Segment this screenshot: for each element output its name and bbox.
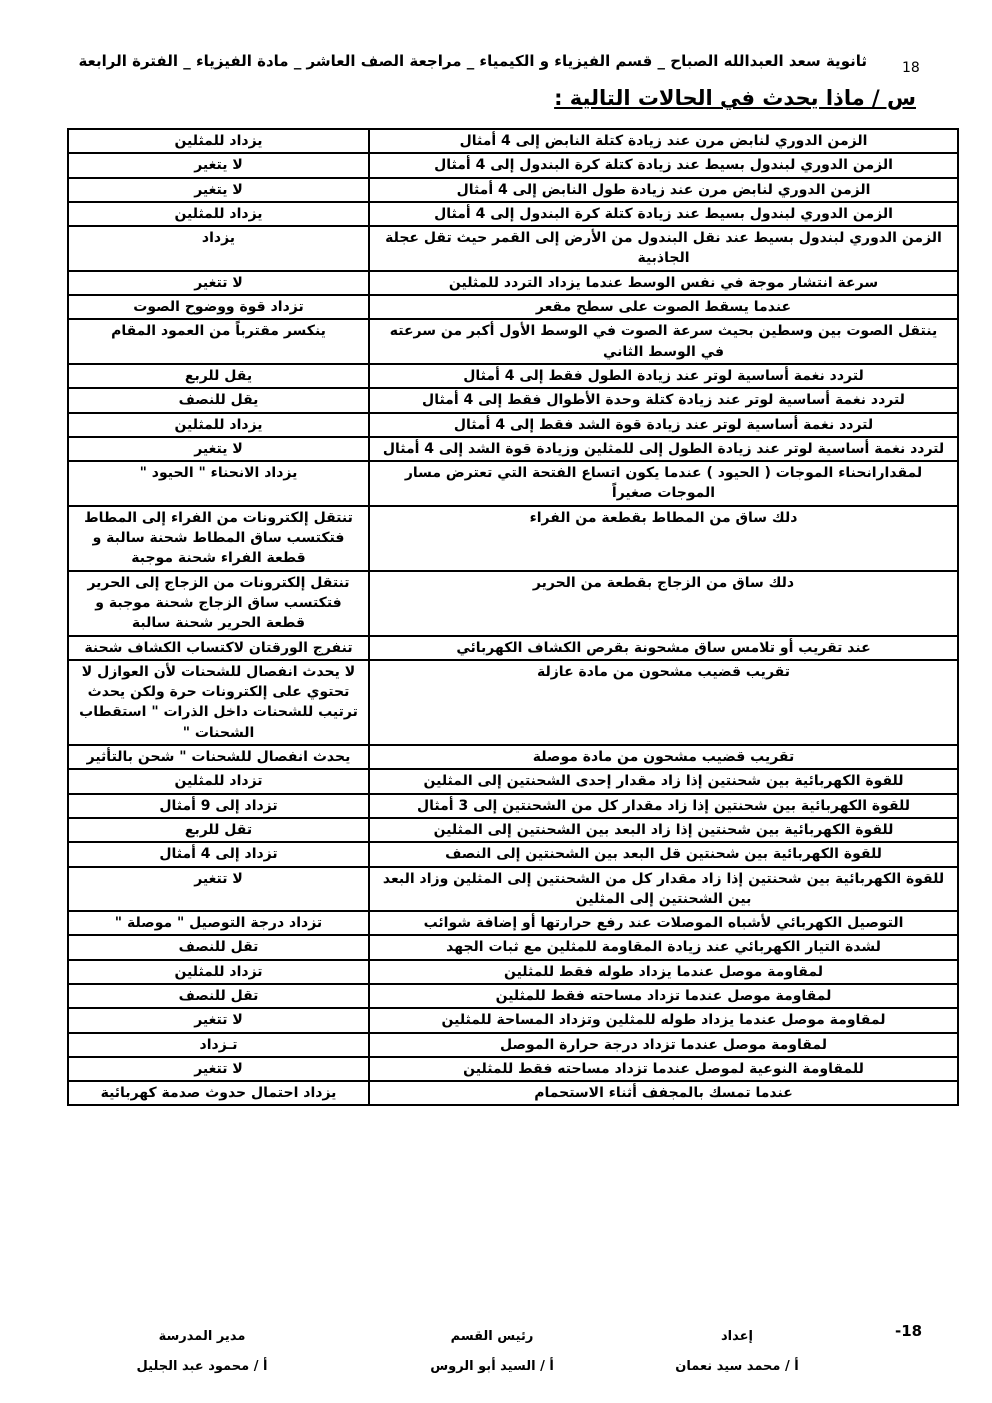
condition-cell: عندما تمسك بالمجفف أثناء الاستحمام: [369, 1081, 958, 1105]
table-row: [68, 319, 958, 364]
condition-cell: الزمن الدوري لبندول بسيط عند زيادة كتلة كرة البندول إلى 4 أمثال: [369, 202, 958, 226]
condition-cell: دلك ساق من الزجاج بقطعة من الحرير: [369, 571, 958, 636]
condition-cell: للقوة الكهربائية بين شحنتين إذا زاد مقدار كل من الشحنتين إلى المثلين وزاد البعد بين الشحنتين إلى المثلين: [369, 867, 958, 912]
table-row: [68, 1081, 958, 1105]
table-row: [68, 842, 958, 866]
result-cell: يزداد للمثلين: [68, 129, 369, 153]
table-row: [68, 960, 958, 984]
result-cell: لا يتغير: [68, 437, 369, 461]
condition-cell: لتردد نغمة أساسية لوتر عند زيادة كتلة وحدة الأطوال فقط إلى 4 أمثال: [369, 388, 958, 412]
table-row: [68, 1033, 958, 1057]
result-cell: ينكسر مقترباً من العمود المقام: [68, 319, 369, 364]
table-row: [68, 295, 958, 319]
condition-cell: التوصيل الكهربائي لأشباه الموصلات عند رفع حرارتها أو إضافة شوائب: [369, 911, 958, 935]
condition-cell: للقوة الكهربائية بين شحنتين إذا زاد مقدار إحدى الشحنتين إلى المثلين: [369, 769, 958, 793]
table-row: [68, 364, 958, 388]
condition-cell: الزمن الدوري لنابض مرن عند زيادة طول النابض إلى 4 أمثال: [369, 178, 958, 202]
result-cell: يزداد احتمال حدوث صدمة كهربائية: [68, 1081, 369, 1105]
result-cell: تزداد قوة ووضوح الصوت: [68, 295, 369, 319]
result-cell: يزداد للمثلين: [68, 413, 369, 437]
condition-cell: للقوة الكهربائية بين شحنتين إذا زاد مقدار كل من الشحنتين إلى 3 أمثال: [369, 794, 958, 818]
condition-cell: لتردد نغمة أساسية لوتر عند زيادة قوة الشد فقط إلى 4 أمثال: [369, 413, 958, 437]
result-cell: تنتقل إلكترونات من الفراء إلى المطاط فتكتسب ساق المطاط شحنة سالبة و قطعة الفراء شحنة موجبة: [68, 506, 369, 571]
condition-cell: الزمن الدوري لبندول بسيط عند نقل البندول من الأرض إلى القمر حيث تقل عجلة الجاذبية: [369, 226, 958, 271]
table-row: [68, 437, 958, 461]
table-row: [68, 745, 958, 769]
table-row: [68, 413, 958, 437]
table-row: [68, 818, 958, 842]
footer-principal-label: مدير المدرسة: [158, 1329, 246, 1344]
condition-cell: للقوة الكهربائية بين شحنتين قل البعد بين الشحنتين إلى النصف: [369, 842, 958, 866]
condition-cell: عند تقريب أو تلامس ساق مشحونة بقرص الكشاف الكهربائي: [369, 636, 958, 660]
table-row: [68, 867, 958, 912]
condition-cell: عندما يسقط الصوت على سطح مقعر: [369, 295, 958, 319]
condition-cell: لمقدارانحناء الموجات ( الحيود ) عندما يكون اتساع الفتحة التي تعترض مسار الموجات صغيراً: [369, 461, 958, 506]
result-cell: لا تتغير: [68, 867, 369, 912]
page-number: 18: [902, 60, 920, 76]
result-cell: تنفرج الورقتان لاكتساب الكشاف شحنة: [68, 636, 369, 660]
table-row: [68, 226, 958, 271]
page-header: ثانوية سعد العبدالله الصباح _ قسم الفيزياء و الكيمياء _ مراجعة الصف العاشر _ مادة الفيزياء _ الفترة الرابعة: [78, 52, 867, 70]
result-cell: تـزداد: [68, 1033, 369, 1057]
footer-principal: [117, 1322, 287, 1382]
result-cell: تزداد للمثلين: [68, 769, 369, 793]
condition-cell: دلك ساق من المطاط بقطعة من الفراء: [369, 506, 958, 571]
table-row: [68, 660, 958, 745]
table-row: [68, 1057, 958, 1081]
condition-cell: الزمن الدوري لنابض مرن عند زيادة كتلة النابض إلى 4 أمثال: [369, 129, 958, 153]
condition-cell: سرعة انتشار موجة في نفس الوسط عندما يزداد التردد للمثلين: [369, 271, 958, 295]
result-cell: يزداد: [68, 226, 369, 271]
table-row: [68, 571, 958, 636]
result-cell: تزداد إلى 9 أمثال: [68, 794, 369, 818]
result-cell: يزداد الانحناء " الحيود ": [68, 461, 369, 506]
review-table: [67, 128, 959, 1106]
footer-page-mark: -18: [895, 1322, 923, 1340]
result-cell: يحدث انفصال للشحنات " شحن بالتأثير: [68, 745, 369, 769]
condition-cell: لمقاومة موصل عندما يزداد طوله فقط للمثلين: [369, 960, 958, 984]
result-cell: لا يتغير: [68, 153, 369, 177]
table-row: [68, 461, 958, 506]
table-row: [68, 202, 958, 226]
condition-cell: لتردد نغمة أساسية لوتر عند زيادة الطول إلى للمثلين وزيادة قوة الشد إلى 4 أمثال: [369, 437, 958, 461]
table-row: [68, 388, 958, 412]
table-row: [68, 769, 958, 793]
result-cell: يزداد للمثلين: [68, 202, 369, 226]
footer-prepared-label: إعداد: [721, 1329, 753, 1344]
condition-cell: تقريب قضيب مشحون من مادة موصلة: [369, 745, 958, 769]
result-cell: لا تتغير: [68, 1057, 369, 1081]
result-cell: يقل للربع: [68, 364, 369, 388]
footer-prepared: [662, 1322, 812, 1382]
footer-head-label: رئيس القسم: [450, 1329, 534, 1344]
footer: [0, 1322, 992, 1382]
table-row: [68, 506, 958, 571]
footer-prepared-name: أ / محمد سيد نعمان: [675, 1359, 799, 1374]
condition-cell: لمقاومة موصل عندما تزداد درجة حرارة الموصل: [369, 1033, 958, 1057]
table-row: [68, 636, 958, 660]
table-row: [68, 271, 958, 295]
result-cell: لا تتغير: [68, 271, 369, 295]
table-row: [68, 1008, 958, 1032]
table-row: [68, 911, 958, 935]
condition-cell: تقريب قضيب مشحون من مادة عازلة: [369, 660, 958, 745]
table-row: [68, 153, 958, 177]
condition-cell: لشدة التيار الكهربائي عند زيادة المقاومة للمثلين مع ثبات الجهد: [369, 935, 958, 959]
result-cell: تزداد درجة التوصيل " موصلة ": [68, 911, 369, 935]
condition-cell: للقوة الكهربائية بين شحنتين إذا زاد البعد بين الشحنتين إلى المثلين: [369, 818, 958, 842]
table-row: [68, 984, 958, 1008]
condition-cell: لتردد نغمة أساسية لوتر عند زيادة الطول فقط إلى 4 أمثال: [369, 364, 958, 388]
result-cell: تزداد للمثلين: [68, 960, 369, 984]
result-cell: يقل للنصف: [68, 388, 369, 412]
table-row: [68, 129, 958, 153]
footer-head: [407, 1322, 577, 1382]
condition-cell: ينتقل الصوت بين وسطين بحيث سرعة الصوت في الوسط الأول أكبر من سرعته في الوسط الثاني: [369, 319, 958, 364]
table-row: [68, 178, 958, 202]
question-title: س / ماذا يحدث في الحالات التالية :: [554, 86, 916, 110]
result-cell: لا يحدث انفصال للشحنات لأن العوازل لا تحتوي على إلكترونات حرة ولكن يحدث ترتيب للشحنات داخل الذرات " استقطاب الشحنات ": [68, 660, 369, 745]
result-cell: تزداد إلى 4 أمثال: [68, 842, 369, 866]
condition-cell: لمقاومة موصل عندما تزداد مساحته فقط للمثلين: [369, 984, 958, 1008]
result-cell: تقل للنصف: [68, 984, 369, 1008]
result-cell: تقل للنصف: [68, 935, 369, 959]
result-cell: تقل للربع: [68, 818, 369, 842]
footer-head-name: أ / السيد أبو الروس: [430, 1359, 554, 1374]
result-cell: لا تتغير: [68, 1008, 369, 1032]
condition-cell: لمقاومة موصل عندما يزداد طوله للمثلين وتزداد المساحة للمثلين: [369, 1008, 958, 1032]
footer-principal-name: أ / محمود عبد الجليل: [136, 1359, 268, 1374]
result-cell: لا يتغير: [68, 178, 369, 202]
condition-cell: للمقاومة النوعية لموصل عندما تزداد مساحته فقط للمثلين: [369, 1057, 958, 1081]
table-row: [68, 794, 958, 818]
condition-cell: الزمن الدوري لبندول بسيط عند زيادة كتلة كرة البندول إلى 4 أمثال: [369, 153, 958, 177]
result-cell: تنتقل إلكترونات من الزجاج إلى الحرير فتكتسب ساق الزجاج شحنة موجبة و قطعة الحرير شحنة سالبة: [68, 571, 369, 636]
table-row: [68, 935, 958, 959]
